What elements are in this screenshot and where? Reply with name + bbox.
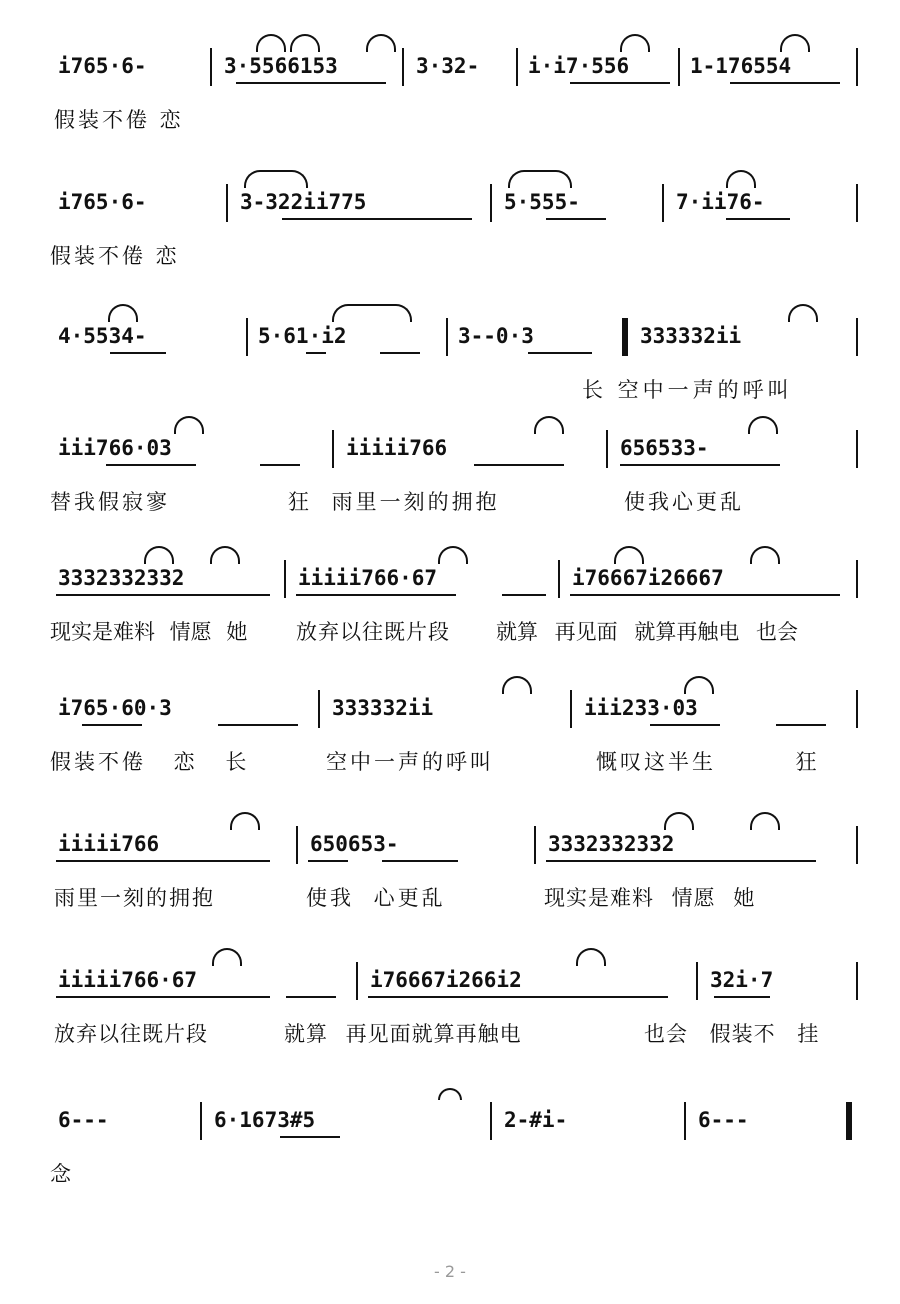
- rhythm-underline: [570, 82, 670, 84]
- lyric-text: 假装不倦 恋 长: [50, 750, 250, 774]
- score-system-3: [50, 318, 860, 428]
- lyrics-row: [50, 104, 860, 138]
- tie-arc: [502, 676, 532, 694]
- barline: [696, 962, 698, 1000]
- measure: 3--0·3: [458, 324, 534, 348]
- lyric-text: 念: [50, 1162, 74, 1186]
- barline: [318, 690, 320, 728]
- rhythm-underline: [776, 724, 826, 726]
- tie-arc: [244, 170, 308, 188]
- barline: [856, 690, 858, 728]
- barline: [284, 560, 286, 598]
- tie-arc: [108, 304, 138, 322]
- tie-arc: [144, 546, 174, 564]
- tie-arc: [366, 34, 396, 52]
- measure: 650653-: [310, 832, 399, 856]
- measure: iii766·03: [58, 436, 172, 460]
- barline: [856, 48, 858, 86]
- rhythm-underline: [546, 860, 816, 862]
- double-barline: [622, 318, 628, 356]
- measure: i76667i266i2: [370, 968, 522, 992]
- measure: iiiii766·67: [298, 566, 438, 590]
- barline: [856, 184, 858, 222]
- measure: i765·6-: [58, 54, 147, 78]
- rhythm-underline: [296, 594, 456, 596]
- lyric-text: 就算 再见面就算再触电: [284, 1022, 522, 1046]
- measure: i765·6-: [58, 190, 147, 214]
- lyrics-row: [50, 746, 860, 780]
- lyric-text: 使我心更乱: [624, 490, 744, 514]
- notes-row: [50, 1102, 860, 1138]
- barline: [570, 690, 572, 728]
- rhythm-underline: [620, 464, 780, 466]
- lyric-text: 假装不倦 恋: [50, 244, 180, 268]
- lyric-text: 现实是难料 情愿 她: [544, 886, 756, 910]
- rhythm-underline: [730, 82, 840, 84]
- barline: [856, 826, 858, 864]
- score-system-6: [50, 690, 860, 800]
- rhythm-underline: [380, 352, 420, 354]
- measure: 4·5534-: [58, 324, 147, 348]
- rhythm-underline: [110, 352, 166, 354]
- measure: 3332332332: [548, 832, 675, 856]
- lyrics-row: [50, 240, 860, 274]
- barline: [534, 826, 536, 864]
- tie-arc: [726, 170, 756, 188]
- lyric-text: 就算 再见面 就算再触电 也会: [496, 620, 799, 644]
- barline: [490, 184, 492, 222]
- tie-arc: [780, 34, 810, 52]
- score-system-1: [50, 48, 860, 158]
- measure: 3·32-: [416, 54, 480, 78]
- lyrics-row: [50, 882, 860, 916]
- score-system-7: [50, 826, 860, 936]
- rhythm-underline: [546, 218, 606, 220]
- lyric-text: 现实是难料 情愿 她: [50, 620, 248, 644]
- rhythm-underline: [714, 996, 770, 998]
- score-system-9: [50, 1102, 860, 1212]
- rhythm-underline: [368, 996, 668, 998]
- notes-row: [50, 184, 860, 220]
- rhythm-underline: [56, 594, 270, 596]
- measure: 7·ii76-: [676, 190, 765, 214]
- rhythm-underline: [260, 464, 300, 466]
- lyrics-row: [50, 486, 860, 520]
- tie-arc: [620, 34, 650, 52]
- measure: 1-176554: [690, 54, 792, 78]
- rhythm-underline: [474, 464, 564, 466]
- rhythm-underline: [236, 82, 386, 84]
- lyric-text: 慨叹这半生 狂: [596, 750, 820, 774]
- tie-arc: [576, 948, 606, 966]
- lyric-text: 放弃以往既片段: [54, 1022, 208, 1046]
- measure: 3-322ii775: [240, 190, 367, 214]
- tie-arc: [508, 170, 572, 188]
- rhythm-underline: [726, 218, 790, 220]
- measure: i·i7·556: [528, 54, 630, 78]
- measure: iii233·03: [584, 696, 698, 720]
- lyrics-row: [50, 1158, 860, 1192]
- lyric-text: 假装不倦 恋: [54, 108, 184, 132]
- barline: [856, 962, 858, 1000]
- rhythm-underline: [286, 996, 336, 998]
- measure: i76667i26667: [572, 566, 724, 590]
- rhythm-underline: [106, 464, 196, 466]
- barline: [226, 184, 228, 222]
- rhythm-underline: [308, 860, 348, 862]
- barline: [662, 184, 664, 222]
- tie-arc: [664, 812, 694, 830]
- notes-row: [50, 826, 860, 862]
- barline: [200, 1102, 202, 1140]
- notes-row: [50, 430, 860, 466]
- measure: 5·555-: [504, 190, 580, 214]
- barline: [446, 318, 448, 356]
- barline: [402, 48, 404, 86]
- lyric-text: 也会 假装不 挂: [644, 1022, 820, 1046]
- barline: [210, 48, 212, 86]
- tie-arc: [614, 546, 644, 564]
- measure: 6·1673#5: [214, 1108, 316, 1132]
- lyric-text: 狂 雨里一刻的拥抱: [288, 490, 500, 514]
- barline: [296, 826, 298, 864]
- notes-row: [50, 48, 860, 84]
- barline: [356, 962, 358, 1000]
- lyrics-row: [50, 616, 860, 650]
- barline: [516, 48, 518, 86]
- rhythm-underline: [56, 860, 270, 862]
- lyric-text: 雨里一刻的拥抱: [54, 886, 215, 910]
- barline: [856, 318, 858, 356]
- rhythm-underline: [82, 724, 142, 726]
- measure: 333332ii: [640, 324, 742, 348]
- rhythm-underline: [218, 724, 298, 726]
- tie-arc: [332, 304, 412, 322]
- rhythm-underline: [306, 352, 326, 354]
- measure: 333332ii: [332, 696, 434, 720]
- notes-row: [50, 318, 860, 354]
- measure: 2-#i-: [504, 1108, 568, 1132]
- notes-row: [50, 560, 860, 596]
- tie-arc: [438, 546, 468, 564]
- measure: iiiii766: [346, 436, 448, 460]
- barline: [490, 1102, 492, 1140]
- measure: 5·61·i2: [258, 324, 347, 348]
- lyric-text: 替我假寂寥: [50, 490, 170, 514]
- measure: i765·60·3: [58, 696, 172, 720]
- barline: [606, 430, 608, 468]
- barline: [684, 1102, 686, 1140]
- measure: iiiii766·67: [58, 968, 198, 992]
- measure: 656533-: [620, 436, 709, 460]
- barline: [558, 560, 560, 598]
- rhythm-underline: [382, 860, 458, 862]
- tie-arc: [750, 812, 780, 830]
- tie-arc: [290, 34, 320, 52]
- lyrics-row: [50, 374, 860, 408]
- rhythm-underline: [282, 218, 472, 220]
- lyric-text: 使我 心更乱: [306, 886, 446, 910]
- rhythm-underline: [56, 996, 270, 998]
- measure: 3·5566153: [224, 54, 338, 78]
- barline: [856, 560, 858, 598]
- lyrics-row: [50, 1018, 860, 1052]
- barline: [856, 430, 858, 468]
- tie-arc: [212, 948, 242, 966]
- barline: [332, 430, 334, 468]
- score-system-4: [50, 430, 860, 540]
- tie-arc: [230, 812, 260, 830]
- measure: 32i·7: [710, 968, 774, 992]
- rhythm-underline: [502, 594, 546, 596]
- measure: 6---: [698, 1108, 749, 1132]
- measure: 6---: [58, 1108, 109, 1132]
- rhythm-underline: [570, 594, 840, 596]
- score-system-2: [50, 184, 860, 294]
- tie-arc: [684, 676, 714, 694]
- lyric-text: 长 空中一声的呼叫: [582, 378, 793, 402]
- rhythm-underline: [528, 352, 592, 354]
- barline: [246, 318, 248, 356]
- page-number: - 2 -: [434, 1262, 466, 1281]
- tie-arc: [210, 546, 240, 564]
- tie-arc: [750, 546, 780, 564]
- lyric-text: 空中一声的呼叫: [326, 750, 494, 774]
- notes-row: [50, 962, 860, 998]
- fermata: [438, 1088, 462, 1100]
- measure: 3332332332: [58, 566, 185, 590]
- barline: [678, 48, 680, 86]
- lyric-text: 放弃以往既片段: [296, 620, 450, 644]
- tie-arc: [788, 304, 818, 322]
- score-system-5: [50, 560, 860, 670]
- score-system-8: [50, 962, 860, 1072]
- final-double-barline: [846, 1102, 852, 1140]
- rhythm-underline: [650, 724, 720, 726]
- rhythm-underline: [280, 1136, 340, 1138]
- notes-row: [50, 690, 860, 726]
- tie-arc: [256, 34, 286, 52]
- measure: iiiii766: [58, 832, 160, 856]
